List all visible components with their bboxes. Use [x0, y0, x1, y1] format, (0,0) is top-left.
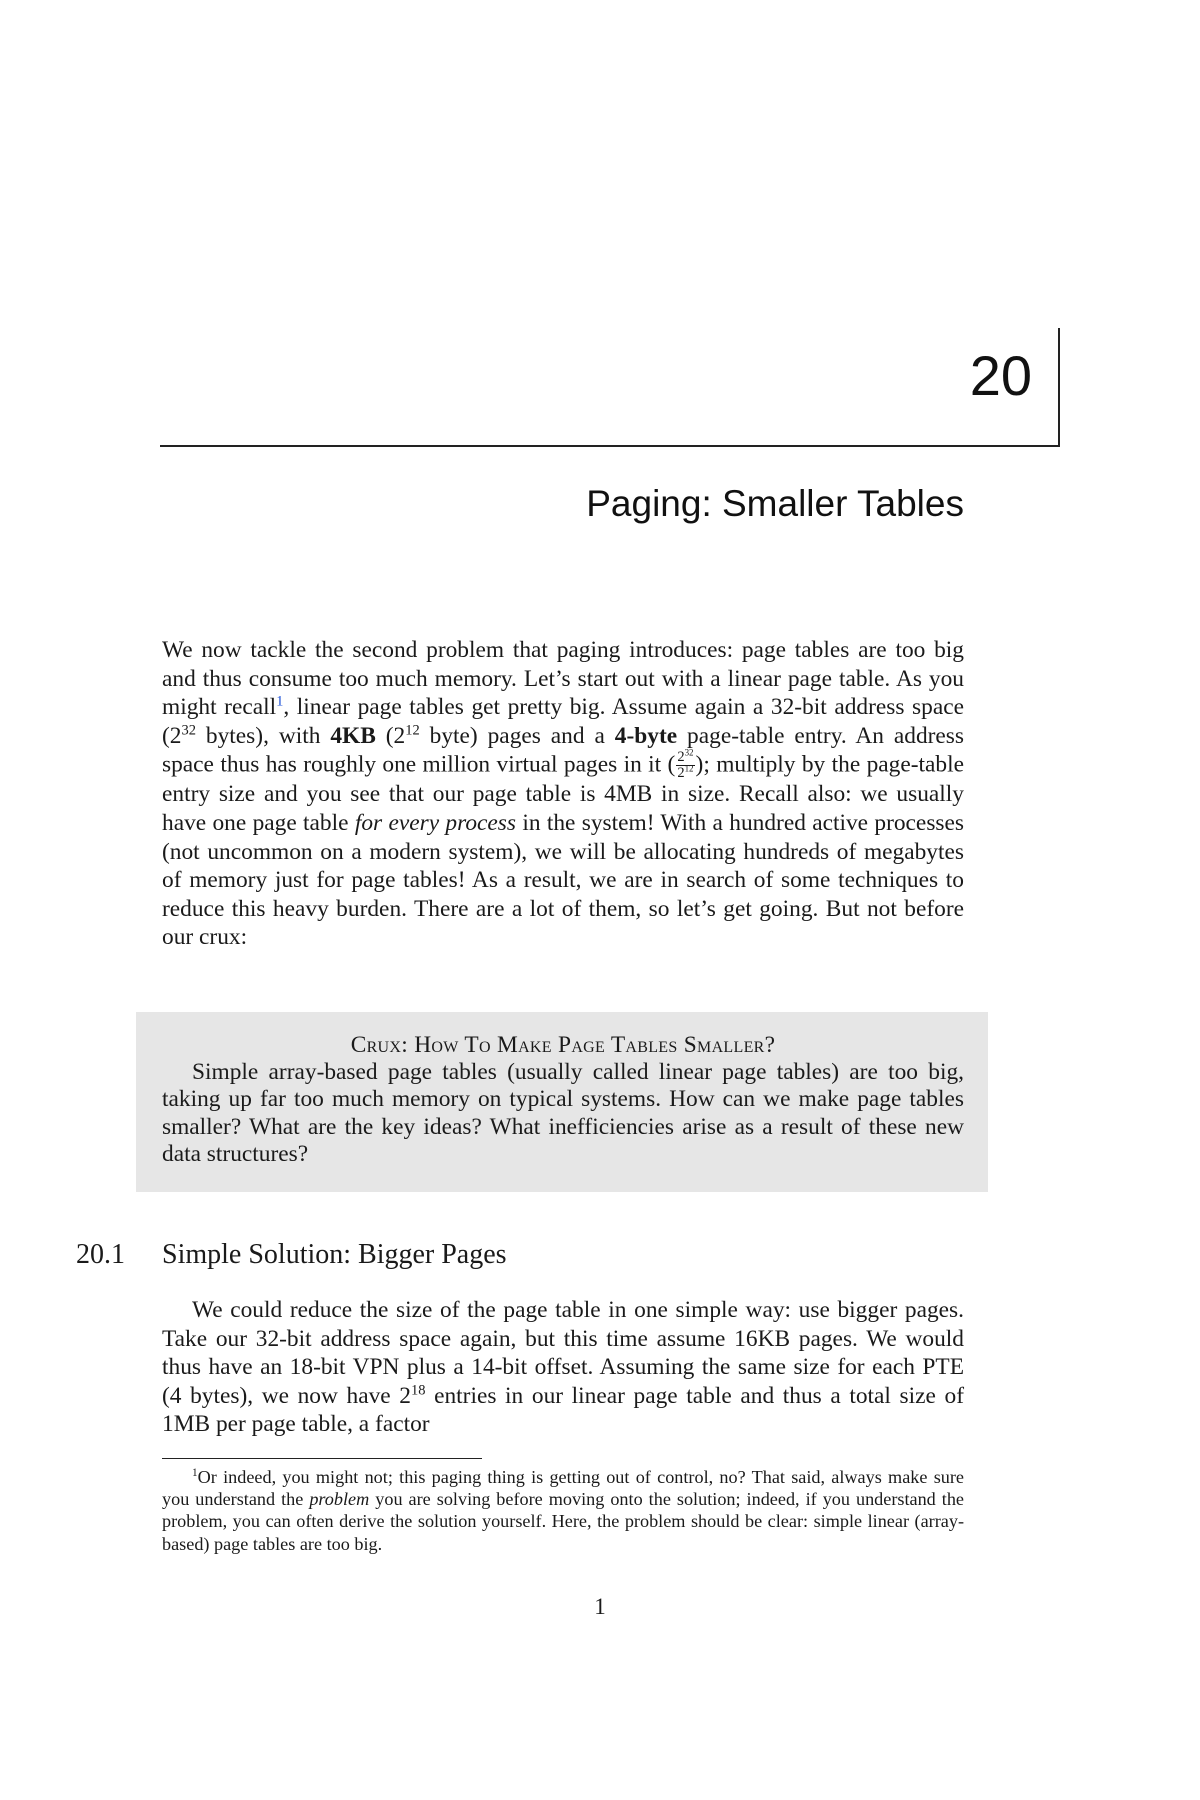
- section-paragraph: [162, 1296, 964, 1439]
- section-text: We could reduce the size of the page table in one simple way: use bigger pages. Take our 32-bit address space again, but this time assume 16KB pages. We would thus have an 18-bit VPN plus a 14-bit offset. Assuming the same size for each PTE (4 bytes), we now have $2^{18}$ entries in our linear page table and thus a total size of 1MB per page table, a factor: [162, 1297, 965, 1438]
- crux-box: [136, 1012, 988, 1192]
- crux-title: Crux: How To Make Page Tables Smaller?: [350, 1032, 776, 1058]
- fraction-pages: $\frac{2^{32}}{2^{12}}$: [677, 747, 694, 781]
- footnote-reference-link[interactable]: 1: [276, 693, 284, 710]
- chapter-header-vertical-rule: [1058, 328, 1060, 447]
- intro-text: We now tackle the second problem that paging introduces: page tables are too big and thus consume too much memory. Let’s start out with a linear page table. As you might recall$^1$, linear page tables get pretty big. Assume again a 32-bit address space ($2^{32}$ bytes), with 4KB ($2^{12}$ byte) pages and a 4-byte page-table entry. An address space thus has roughly one million virtual pages in it ( $\frac{2^{32}}{2^{12}}$ ); multiply by the page-table entry size and you see that our page table is 4MB in size. Recall also: we usually have one page table for every process in the system! With a hundred active processes (not uncommon on a modern system), we will be allocating hundreds of megabytes of memory just for page tables! As a result, we are in search of some techniques to reduce this heavy burden. There are a lot of them, so let’s get going. But not before our crux:: [162, 637, 965, 951]
- page-number: 1: [594, 1594, 606, 1619]
- section-title: Simple Solution: Bigger Pages: [162, 1239, 507, 1270]
- chapter-title: Paging: Smaller Tables: [586, 483, 964, 524]
- section-heading: [76, 1240, 507, 1271]
- footnote-text: $^1$Or indeed, you might not; this paging thing is getting out of control, no? That said, always make sure you understand the problem you are solving before moving onto the solution; indeed, if you understand the problem, you can often derive the solution yourself. Here, the problem should be clear: simple linear (array-based) page tables are too big.: [162, 1467, 964, 1554]
- crux-body: Simple array-based page tables (usually called linear page tables) are too big, taking up far too much memory on typical systems. How can we make page tables smaller? What are the key ideas? What inefficiencies arise as a result of these new data structures?: [162, 1059, 964, 1167]
- chapter-header-horizontal-rule: [160, 445, 1060, 447]
- section-number: 20.1: [76, 1239, 125, 1270]
- footnote-rule: [162, 1458, 482, 1459]
- intro-paragraph: [162, 636, 964, 952]
- chapter-number: 20: [969, 344, 1032, 407]
- footnote-mark: 1: [192, 1467, 198, 1480]
- footnote: [162, 1466, 964, 1555]
